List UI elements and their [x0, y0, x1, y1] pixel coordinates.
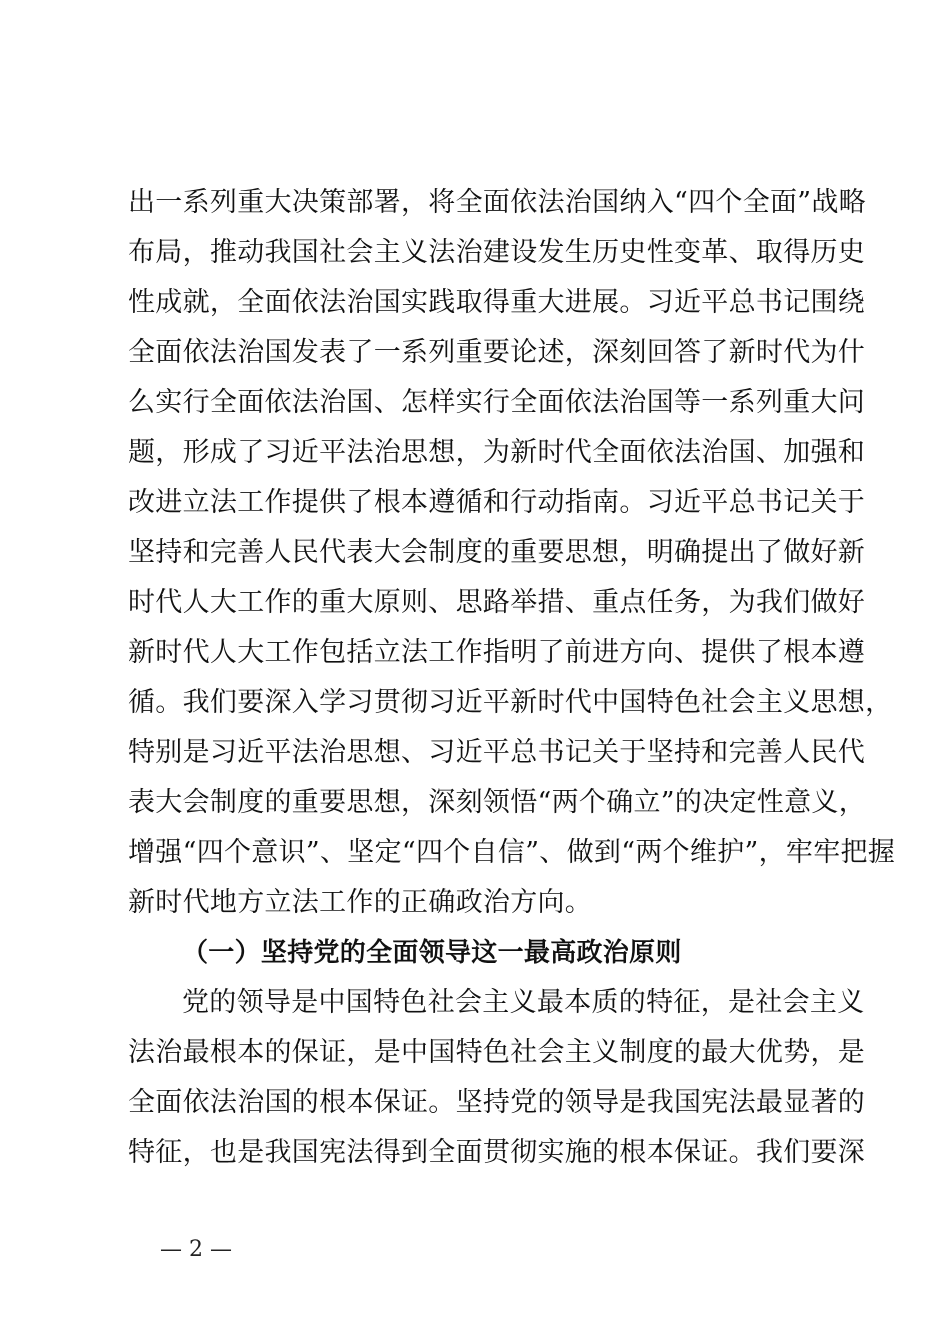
paragraph-line: 改进立法工作提供了根本遵循和行动指南。习近平总书记关于 [128, 487, 866, 518]
page-number: — 2 — [160, 1237, 232, 1262]
paragraph-line: 性成就，全面依法治国实践取得重大进展。习近平总书记围绕 [128, 287, 866, 318]
paragraph-line: 表大会制度的重要思想，深刻领悟“两个确立”的决定性意义， [128, 787, 867, 818]
paragraph-line: 全面依法治国的根本保证。坚持党的领导是我国宪法最显著的 [128, 1087, 866, 1118]
paragraph-line: 全面依法治国发表了一系列重要论述，深刻回答了新时代为什 [128, 337, 866, 368]
paragraph-line: 题，形成了习近平法治思想，为新时代全面依法治国、加强和 [128, 437, 866, 468]
section-heading: （一）坚持党的全面领导这一最高政治原则 [182, 938, 682, 968]
paragraph-line: 循。我们要深入学习贯彻习近平新时代中国特色社会主义思想， [128, 687, 893, 718]
paragraph-line: 特别是习近平法治思想、习近平总书记关于坚持和完善人民代 [128, 737, 866, 768]
paragraph-line: 党的领导是中国特色社会主义最本质的特征，是社会主义 [182, 987, 865, 1018]
paragraph-2 [128, 978, 866, 1178]
paragraph-line: 时代人大工作的重大原则、思路举措、重点任务，为我们做好 [128, 587, 866, 618]
paragraph-line: 增强“四个意识”、坚定“四个自信”、做到“两个维护”，牢牢把握 [128, 837, 896, 868]
paragraph-line: 特征，也是我国宪法得到全面贯彻实施的根本保证。我们要深 [128, 1137, 866, 1168]
paragraph-line: 坚持和完善人民代表大会制度的重要思想，明确提出了做好新 [128, 537, 866, 568]
paragraph-1 [128, 178, 896, 928]
paragraph-line: 出一系列重大决策部署，将全面依法治国纳入“四个全面”战略 [128, 187, 867, 218]
body-text [128, 178, 896, 1178]
paragraph-line: 布局，推动我国社会主义法治建设发生历史性变革、取得历史 [128, 237, 866, 268]
paragraph-line: 新时代地方立法工作的正确政治方向。 [128, 887, 593, 918]
paragraph-line: 新时代人大工作包括立法工作指明了前进方向、提供了根本遵 [128, 637, 866, 668]
paragraph-line: 法治最根本的保证，是中国特色社会主义制度的最大优势，是 [128, 1037, 866, 1068]
paragraph-line: 么实行全面依法治国、怎样实行全面依法治国等一系列重大问 [128, 387, 866, 418]
